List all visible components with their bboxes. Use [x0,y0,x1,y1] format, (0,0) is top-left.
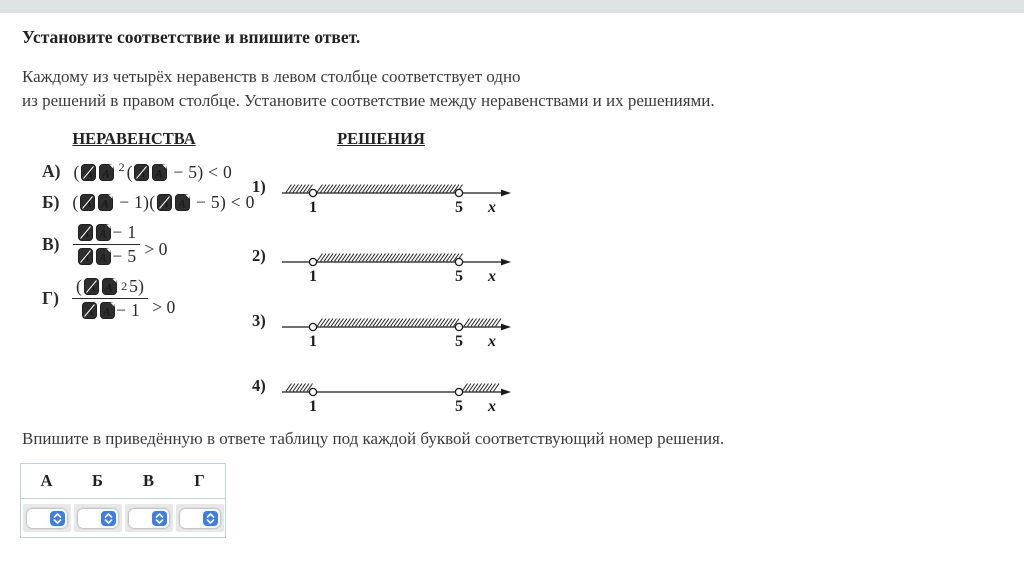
answer-column-header-g: Г [194,471,205,490]
select-value [27,509,67,528]
answer-select-a[interactable] [23,504,71,532]
svg-text:1: 1 [309,333,317,350]
svg-text:A: A [161,198,169,210]
answer-select-v[interactable] [125,504,173,532]
formula-text: ( [126,161,133,182]
inequality-label: Б) [42,192,60,212]
inequality-row [42,222,167,267]
svg-text:A: A [82,228,90,240]
formula-text: − 1 [112,222,137,242]
answer-select-cell-v [123,499,174,537]
answer-instruction: Впишите в приведённую в ответе таблицу под каждой буквой соответствующий номер решения. [22,429,725,448]
broken-image-icon [80,194,95,211]
inequality-sign: > 0 [144,239,168,259]
number-line [276,309,516,353]
svg-text:A: A [85,167,93,180]
svg-text:5: 5 [455,268,463,285]
solution-label: 4) [252,376,266,395]
svg-text:A: A [101,198,109,211]
broken-image-icon [175,194,190,211]
broken-image-icon [98,194,113,211]
svg-text:x: x [488,333,496,350]
formula-text: − 5) < 0 [191,192,255,212]
svg-text:5: 5 [455,398,463,415]
formula-text: ( [75,276,83,296]
solution-row [252,175,516,219]
svg-text:A: A [138,167,147,180]
fraction-denominator [73,245,141,267]
formula-text: ( [72,192,79,212]
solution-label: 2) [252,246,266,265]
task-description-line1: Каждому из четырёх неравенств в левом столбце соответствует одно [22,67,521,86]
inequality-formula [72,192,254,213]
answer-select-g[interactable] [176,504,224,532]
svg-text:5: 5 [455,333,463,350]
broken-image-icon [100,302,115,319]
inequality-row [42,160,232,183]
fraction-numerator [73,222,141,245]
broken-image-icon [82,302,97,319]
broken-image-icon [84,278,99,295]
svg-text:A: A [84,198,92,210]
formula-text: 5) [129,276,145,296]
formula-text: − 5 [112,246,137,266]
inequality-sign: > 0 [152,297,176,317]
svg-text:x: x [488,199,496,216]
answer-table [20,463,226,538]
superscript: 2 [118,160,125,174]
answer-column-header-a: А [40,471,53,490]
svg-text:1: 1 [309,398,317,415]
svg-text:x: x [488,268,496,285]
select-value [78,509,118,528]
svg-text:A: A [155,168,164,181]
formula-text: ( [73,161,80,182]
svg-text:1: 1 [309,268,317,285]
superscript: 2 [121,279,128,293]
inequality-label: Г) [42,288,59,308]
inequalities-header: НЕРАВЕНСТВА [72,129,196,148]
solution-label: 3) [252,311,266,330]
solution-row [252,374,516,418]
svg-text:A: A [104,282,113,295]
top-accent-bar [0,0,1024,13]
broken-image-icon [102,278,117,295]
formula-text: − 1 [116,300,141,320]
svg-text:A: A [87,282,96,294]
answer-select-cell-b [72,499,123,537]
svg-text:A: A [99,228,107,241]
broken-image-icon [152,164,167,181]
svg-text:A: A [82,252,90,264]
svg-text:A: A [99,252,107,265]
formula-text: − 1)( [114,192,156,212]
inequality-fraction [72,276,148,321]
select-stepper-icon [50,511,65,526]
svg-text:1: 1 [309,199,317,216]
svg-text:A: A [102,306,111,319]
answer-column-header-v: В [142,471,154,490]
svg-text:x: x [488,398,496,415]
broken-image-icon [134,164,149,181]
answer-select-b[interactable] [74,504,122,532]
number-line [276,175,516,219]
page-title: Установите соответствие и впишите ответ. [22,27,361,47]
solutions-header: РЕШЕНИЯ [337,129,425,148]
solution-row [252,309,516,353]
task-description [22,65,715,112]
select-stepper-icon [152,511,167,526]
broken-image-icon [81,164,96,181]
fraction-denominator [72,299,148,321]
broken-image-icon [78,248,93,265]
formula-text: − 5) < 0 [168,161,233,182]
svg-text:A: A [85,306,94,318]
solution-label: 1) [252,177,266,196]
number-line [276,374,516,418]
answer-column-header-b: Б [92,471,103,490]
inequality-label: А) [42,160,61,181]
inequality-label: В) [42,234,60,254]
broken-image-icon [99,164,114,181]
select-value [129,509,169,528]
answer-select-cell-g [174,499,225,537]
inequality-row [42,192,255,213]
answer-table-header-row [21,464,225,499]
fraction-numerator [72,276,148,299]
svg-text:A: A [102,168,110,181]
broken-image-icon [96,248,111,265]
answer-select-cell-a [21,499,72,537]
svg-text:5: 5 [455,199,463,216]
broken-image-icon [78,224,93,241]
inequality-fraction [73,222,141,267]
broken-image-icon [157,194,172,211]
inequality-row [42,276,175,321]
answer-table-select-row [21,499,225,537]
select-stepper-icon [203,511,218,526]
solution-row [252,244,516,288]
number-line [276,244,516,288]
inequality-formula [73,160,232,183]
svg-text:A: A [178,198,186,211]
broken-image-icon [96,224,111,241]
select-stepper-icon [101,511,116,526]
select-value [180,509,220,528]
task-description-line2: из решений в правом столбце. Установите соответствие между неравенствами и их решениями. [22,90,715,110]
